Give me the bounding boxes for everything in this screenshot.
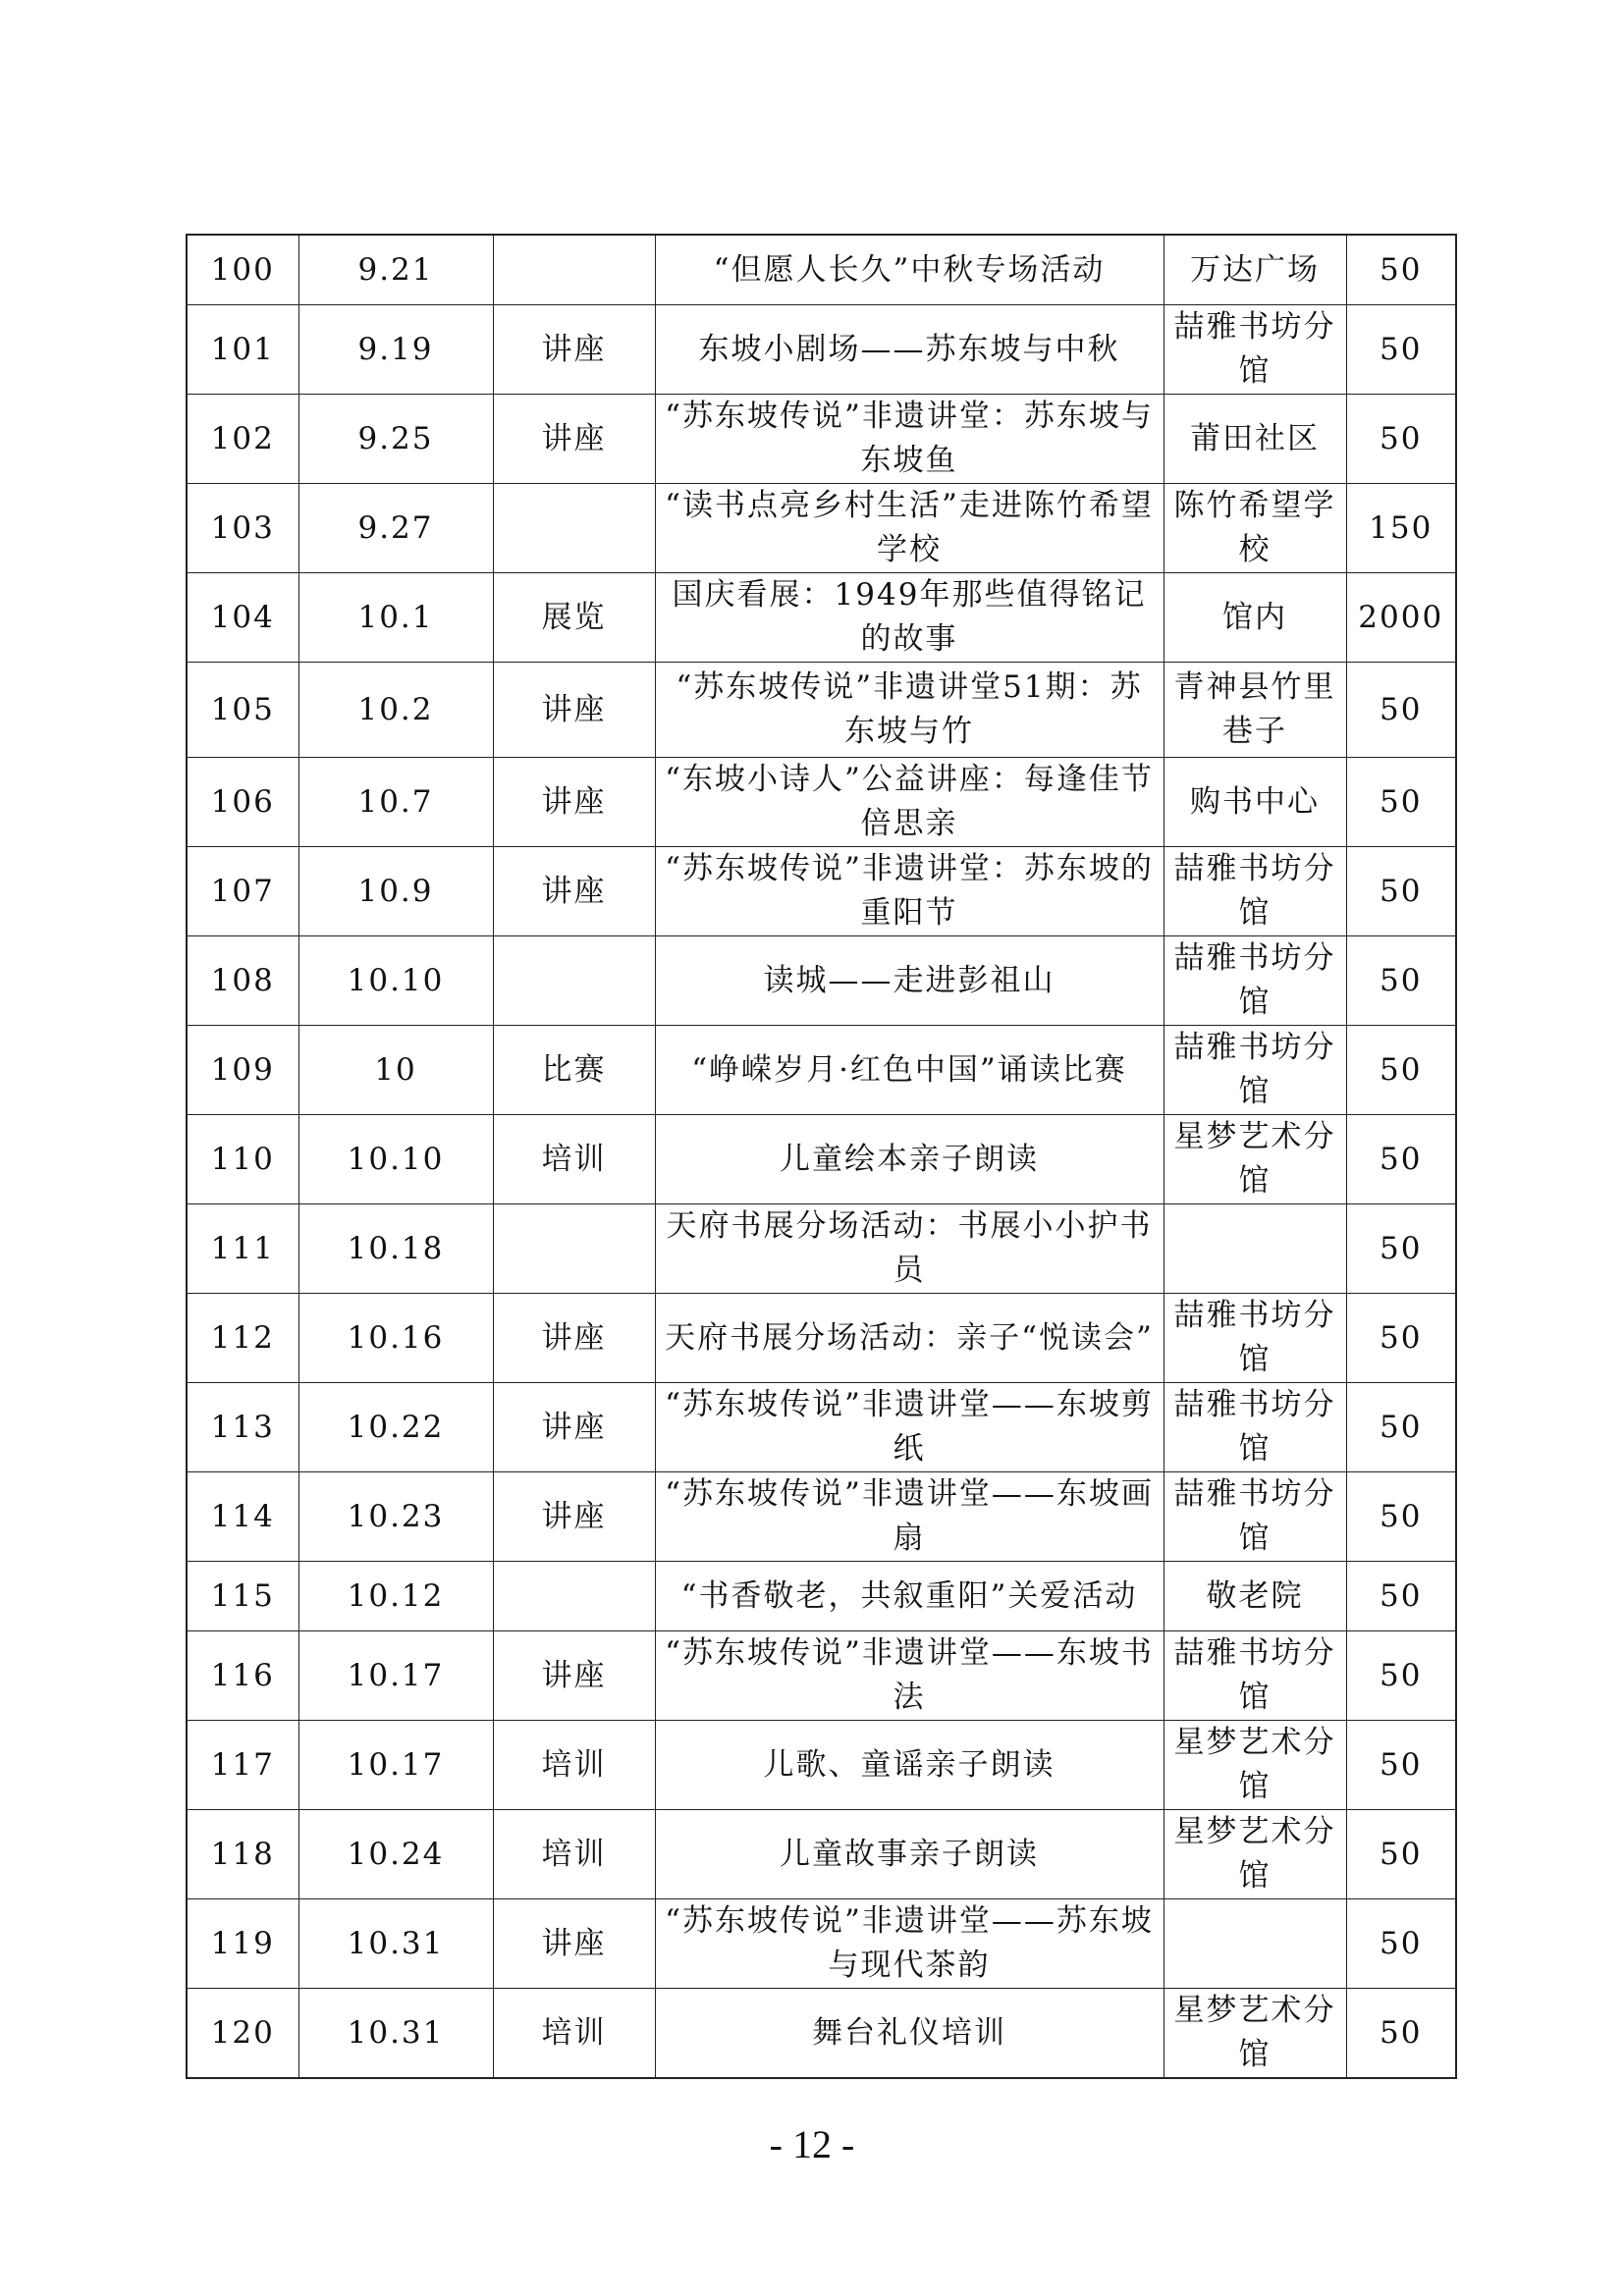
table-row xyxy=(187,305,1456,395)
row-number-cell: 109 xyxy=(187,1026,298,1115)
venue-cell: 喆雅书坊分馆 xyxy=(1164,1631,1346,1721)
activity-title-cell: “苏东坡传说”非遗讲堂——苏东坡与现代茶韵 xyxy=(655,1899,1164,1989)
attendance-cell: 50 xyxy=(1346,847,1456,936)
venue-cell: 喆雅书坊分馆 xyxy=(1164,847,1346,936)
date-cell: 10.23 xyxy=(298,1472,493,1562)
venue-cell: 敬老院 xyxy=(1164,1562,1346,1631)
row-number-cell: 112 xyxy=(187,1294,298,1383)
attendance-cell: 50 xyxy=(1346,305,1456,395)
activity-type-cell: 讲座 xyxy=(493,663,655,758)
venue-cell: 万达广场 xyxy=(1164,235,1346,305)
attendance-cell: 50 xyxy=(1346,936,1456,1026)
activity-title-cell: “苏东坡传说”非遗讲堂51期：苏东坡与竹 xyxy=(655,663,1164,758)
attendance-cell: 50 xyxy=(1346,1631,1456,1721)
activity-type-cell: 培训 xyxy=(493,1115,655,1204)
attendance-cell: 50 xyxy=(1346,1810,1456,1899)
activity-type-cell: 培训 xyxy=(493,1810,655,1899)
venue-cell: 莆田社区 xyxy=(1164,395,1346,484)
date-cell: 10.17 xyxy=(298,1721,493,1810)
row-number-cell: 104 xyxy=(187,573,298,663)
venue-cell: 陈竹希望学校 xyxy=(1164,484,1346,573)
venue-cell: 星梦艺术分馆 xyxy=(1164,1721,1346,1810)
table-row xyxy=(187,1562,1456,1631)
table-row xyxy=(187,1989,1456,2079)
activity-type-cell: 比赛 xyxy=(493,1026,655,1115)
date-cell: 10.24 xyxy=(298,1810,493,1899)
attendance-cell: 150 xyxy=(1346,484,1456,573)
venue-cell xyxy=(1164,1899,1346,1989)
date-cell: 10.31 xyxy=(298,1899,493,1989)
attendance-cell: 50 xyxy=(1346,1562,1456,1631)
activity-type-cell: 讲座 xyxy=(493,1472,655,1562)
activity-title-cell: “读书点亮乡村生活”走进陈竹希望学校 xyxy=(655,484,1164,573)
attendance-cell: 50 xyxy=(1346,1204,1456,1294)
table-row xyxy=(187,936,1456,1026)
date-cell: 10.10 xyxy=(298,1115,493,1204)
table-row xyxy=(187,484,1456,573)
attendance-cell: 50 xyxy=(1346,1989,1456,2079)
row-number-cell: 119 xyxy=(187,1899,298,1989)
activity-title-cell: 读城——走进彭祖山 xyxy=(655,936,1164,1026)
row-number-cell: 108 xyxy=(187,936,298,1026)
activity-type-cell: 培训 xyxy=(493,1989,655,2079)
table-row xyxy=(187,1472,1456,1562)
venue-cell: 喆雅书坊分馆 xyxy=(1164,1294,1346,1383)
activity-title-cell: “但愿人长久”中秋专场活动 xyxy=(655,235,1164,305)
venue-cell xyxy=(1164,1204,1346,1294)
row-number-cell: 116 xyxy=(187,1631,298,1721)
activity-type-cell: 讲座 xyxy=(493,847,655,936)
page-number: - 12 - xyxy=(769,2122,855,2166)
table-row xyxy=(187,395,1456,484)
row-number-cell: 118 xyxy=(187,1810,298,1899)
activity-title-cell: 东坡小剧场——苏东坡与中秋 xyxy=(655,305,1164,395)
attendance-cell: 50 xyxy=(1346,663,1456,758)
activity-type-cell xyxy=(493,1562,655,1631)
row-number-cell: 103 xyxy=(187,484,298,573)
venue-cell: 喆雅书坊分馆 xyxy=(1164,936,1346,1026)
table-row xyxy=(187,573,1456,663)
venue-cell: 星梦艺术分馆 xyxy=(1164,1810,1346,1899)
table-row xyxy=(187,1899,1456,1989)
venue-cell: 购书中心 xyxy=(1164,758,1346,847)
date-cell: 9.21 xyxy=(298,235,493,305)
row-number-cell: 107 xyxy=(187,847,298,936)
activity-title-cell: “苏东坡传说”非遗讲堂——东坡画扇 xyxy=(655,1472,1164,1562)
attendance-cell: 50 xyxy=(1346,1899,1456,1989)
activity-title-cell: 天府书展分场活动：亲子“悦读会” xyxy=(655,1294,1164,1383)
activity-title-cell: 舞台礼仪培训 xyxy=(655,1989,1164,2079)
date-cell: 10.7 xyxy=(298,758,493,847)
activity-type-cell: 讲座 xyxy=(493,305,655,395)
activity-schedule-table xyxy=(186,234,1457,2079)
row-number-cell: 113 xyxy=(187,1383,298,1472)
date-cell: 10.22 xyxy=(298,1383,493,1472)
attendance-cell: 50 xyxy=(1346,1115,1456,1204)
date-cell: 9.25 xyxy=(298,395,493,484)
venue-cell: 喆雅书坊分馆 xyxy=(1164,1472,1346,1562)
activity-type-cell: 讲座 xyxy=(493,758,655,847)
table-row xyxy=(187,1810,1456,1899)
table-body xyxy=(187,235,1456,2078)
row-number-cell: 105 xyxy=(187,663,298,758)
venue-cell: 青神县竹里巷子 xyxy=(1164,663,1346,758)
table-row xyxy=(187,847,1456,936)
date-cell: 9.19 xyxy=(298,305,493,395)
table-row xyxy=(187,758,1456,847)
activity-type-cell xyxy=(493,936,655,1026)
table-row xyxy=(187,1631,1456,1721)
activity-title-cell: 天府书展分场活动：书展小小护书员 xyxy=(655,1204,1164,1294)
venue-cell: 喆雅书坊分馆 xyxy=(1164,1026,1346,1115)
activity-type-cell xyxy=(493,1204,655,1294)
activity-title-cell: “苏东坡传说”非遗讲堂——东坡书法 xyxy=(655,1631,1164,1721)
activity-title-cell: 儿童绘本亲子朗读 xyxy=(655,1115,1164,1204)
date-cell: 10.10 xyxy=(298,936,493,1026)
table-row xyxy=(187,1383,1456,1472)
activity-type-cell: 讲座 xyxy=(493,1631,655,1721)
date-cell: 10 xyxy=(298,1026,493,1115)
table-row xyxy=(187,1294,1456,1383)
attendance-cell: 50 xyxy=(1346,758,1456,847)
table-row xyxy=(187,1204,1456,1294)
activity-title-cell: 国庆看展：1949年那些值得铭记的故事 xyxy=(655,573,1164,663)
attendance-cell: 50 xyxy=(1346,1721,1456,1810)
attendance-cell: 50 xyxy=(1346,395,1456,484)
row-number-cell: 111 xyxy=(187,1204,298,1294)
activity-title-cell: 儿歌、童谣亲子朗读 xyxy=(655,1721,1164,1810)
attendance-cell: 50 xyxy=(1346,1026,1456,1115)
venue-cell: 喆雅书坊分馆 xyxy=(1164,305,1346,395)
activity-type-cell xyxy=(493,235,655,305)
row-number-cell: 106 xyxy=(187,758,298,847)
date-cell: 9.27 xyxy=(298,484,493,573)
activity-type-cell: 讲座 xyxy=(493,1899,655,1989)
venue-cell: 喆雅书坊分馆 xyxy=(1164,1383,1346,1472)
date-cell: 10.18 xyxy=(298,1204,493,1294)
activity-title-cell: “苏东坡传说”非遗讲堂：苏东坡与东坡鱼 xyxy=(655,395,1164,484)
activity-title-cell: “东坡小诗人”公益讲座：每逢佳节倍思亲 xyxy=(655,758,1164,847)
venue-cell: 星梦艺术分馆 xyxy=(1164,1989,1346,2079)
table-row xyxy=(187,1026,1456,1115)
row-number-cell: 114 xyxy=(187,1472,298,1562)
row-number-cell: 117 xyxy=(187,1721,298,1810)
venue-cell: 馆内 xyxy=(1164,573,1346,663)
row-number-cell: 110 xyxy=(187,1115,298,1204)
activity-title-cell: “峥嵘岁月·红色中国”诵读比赛 xyxy=(655,1026,1164,1115)
table-row xyxy=(187,663,1456,758)
activity-type-cell xyxy=(493,484,655,573)
attendance-cell: 50 xyxy=(1346,235,1456,305)
activity-title-cell: “苏东坡传说”非遗讲堂——东坡剪纸 xyxy=(655,1383,1164,1472)
activity-type-cell: 展览 xyxy=(493,573,655,663)
attendance-cell: 50 xyxy=(1346,1383,1456,1472)
venue-cell: 星梦艺术分馆 xyxy=(1164,1115,1346,1204)
attendance-cell: 50 xyxy=(1346,1472,1456,1562)
date-cell: 10.1 xyxy=(298,573,493,663)
table-row xyxy=(187,1115,1456,1204)
row-number-cell: 115 xyxy=(187,1562,298,1631)
date-cell: 10.31 xyxy=(298,1989,493,2079)
table-row xyxy=(187,1721,1456,1810)
row-number-cell: 102 xyxy=(187,395,298,484)
activity-title-cell: “书香敬老，共叙重阳”关爱活动 xyxy=(655,1562,1164,1631)
date-cell: 10.2 xyxy=(298,663,493,758)
table-row xyxy=(187,235,1456,305)
activity-title-cell: 儿童故事亲子朗读 xyxy=(655,1810,1164,1899)
row-number-cell: 100 xyxy=(187,235,298,305)
activity-title-cell: “苏东坡传说”非遗讲堂：苏东坡的重阳节 xyxy=(655,847,1164,936)
row-number-cell: 101 xyxy=(187,305,298,395)
row-number-cell: 120 xyxy=(187,1989,298,2079)
date-cell: 10.17 xyxy=(298,1631,493,1721)
attendance-cell: 2000 xyxy=(1346,573,1456,663)
activity-type-cell: 培训 xyxy=(493,1721,655,1810)
date-cell: 10.16 xyxy=(298,1294,493,1383)
date-cell: 10.9 xyxy=(298,847,493,936)
activity-type-cell: 讲座 xyxy=(493,1383,655,1472)
attendance-cell: 50 xyxy=(1346,1294,1456,1383)
activity-type-cell: 讲座 xyxy=(493,395,655,484)
date-cell: 10.12 xyxy=(298,1562,493,1631)
activity-type-cell: 讲座 xyxy=(493,1294,655,1383)
